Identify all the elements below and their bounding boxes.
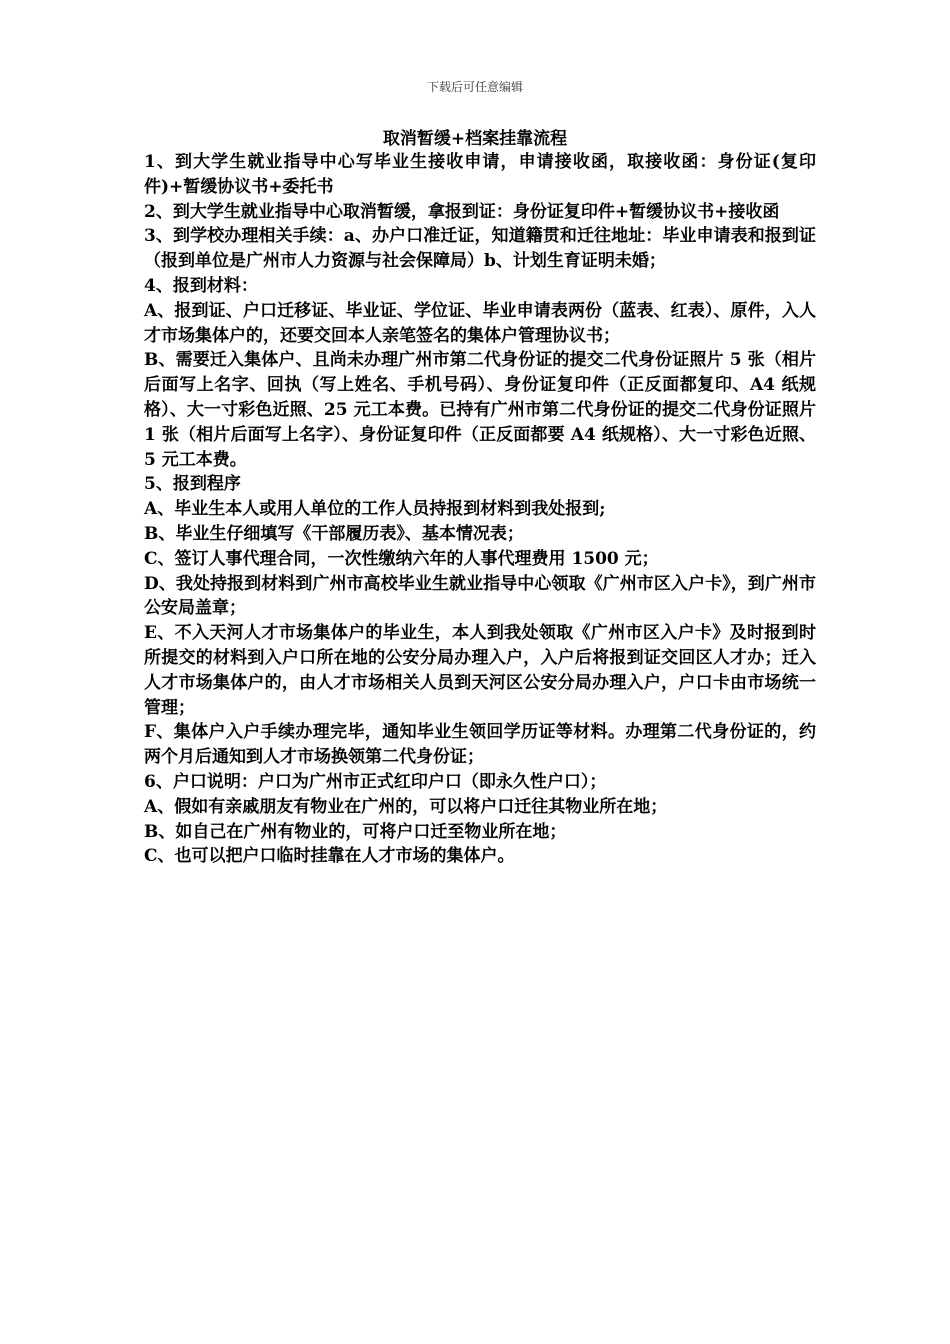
paragraph: 1、到大学生就业指导中心写毕业生接收申请，申请接收函，取接收函：身份证(复印件)+暂缓协议书+委托书 [144, 152, 816, 197]
paragraph: 5、报到程序 [144, 474, 241, 495]
paragraph: B、如自己在广州有物业的，可将户口迁至物业所在地； [144, 821, 567, 842]
paragraph: D、我处持报到材料到广州市高校毕业生就业指导中心领取《广州市区入户卡》，到广州市公安局盖章； [144, 573, 816, 619]
paragraph: 3、到学校办理相关手续：a、办户口准迁证，知道籍贯和迁往地址：毕业申请表和报到证（报到单位是广州市人力资源与社会保障局）b、计划生育证明未婚； [144, 226, 816, 272]
page-header-note: 下载后可任意编辑 [426, 80, 523, 94]
paragraph: A、假如有亲戚朋友有物业在广州的，可以将户口迁往其物业所在地； [144, 796, 668, 817]
paragraph: E、不入天河人才市场集体户的毕业生，本人到我处领取《广州市区入户卡》及时报到时所提交的材料到入户口所在地的公安分局办理入户，入户后将报到证交回区人才办；迁入人才市场集体户的，由人才市场相关人员到天河区公安分局办理入户，户口卡由市场统一管理； [144, 623, 816, 718]
paragraph: 6、户口说明：户口为广州市正式红印户口（即永久性户口）； [144, 771, 607, 792]
paragraph: A、毕业生本人或用人单位的工作人员持报到材料到我处报到; [144, 499, 606, 520]
paragraph: 2、到大学生就业指导中心取消暂缓，拿报到证：身份证复印件+暂缓协议书+接收函 [144, 201, 780, 222]
document-body [144, 150, 816, 869]
paragraph: C、签订人事代理合同，一次性缴纳六年的人事代理费用 1500 元； [144, 548, 659, 569]
paragraph: A、报到证、户口迁移证、毕业证、学位证、毕业申请表两份（蓝表、红表）、原件，入人才市场集体户的，还要交回本人亲笔签名的集体户管理协议书； [144, 300, 816, 346]
paragraph: B、毕业生仔细填写《干部履历表》、基本情况表； [144, 523, 524, 544]
paragraph: B、需要迁入集体户、且尚未办理广州市第二代身份证的提交二代身份证照片 5 张（相片后面写上名字、回执（写上姓名、手机号码）、身份证复印件（正反面都复印、A4 纸规格）、大一寸彩色近照、25 元工本费。已持有广州市第二代身份证的提交二代身份证照片 1 张（相片后面写上名字）、身份证复印件（正反面都要 A4 纸规格）、大一寸彩色近照、5 元工本费。 [144, 350, 816, 470]
paragraph: F、集体户入户手续办理完毕，通知毕业生领回学历证等材料。办理第二代身份证的，约两个月后通知到人才市场换领第二代身份证； [144, 722, 816, 768]
document-title: 取消暂缓+档案挂靠流程 [382, 129, 568, 149]
paragraph: C、也可以把户口临时挂靠在人才市场的集体户。 [144, 846, 515, 867]
paragraph: 4、报到材料： [144, 275, 258, 296]
